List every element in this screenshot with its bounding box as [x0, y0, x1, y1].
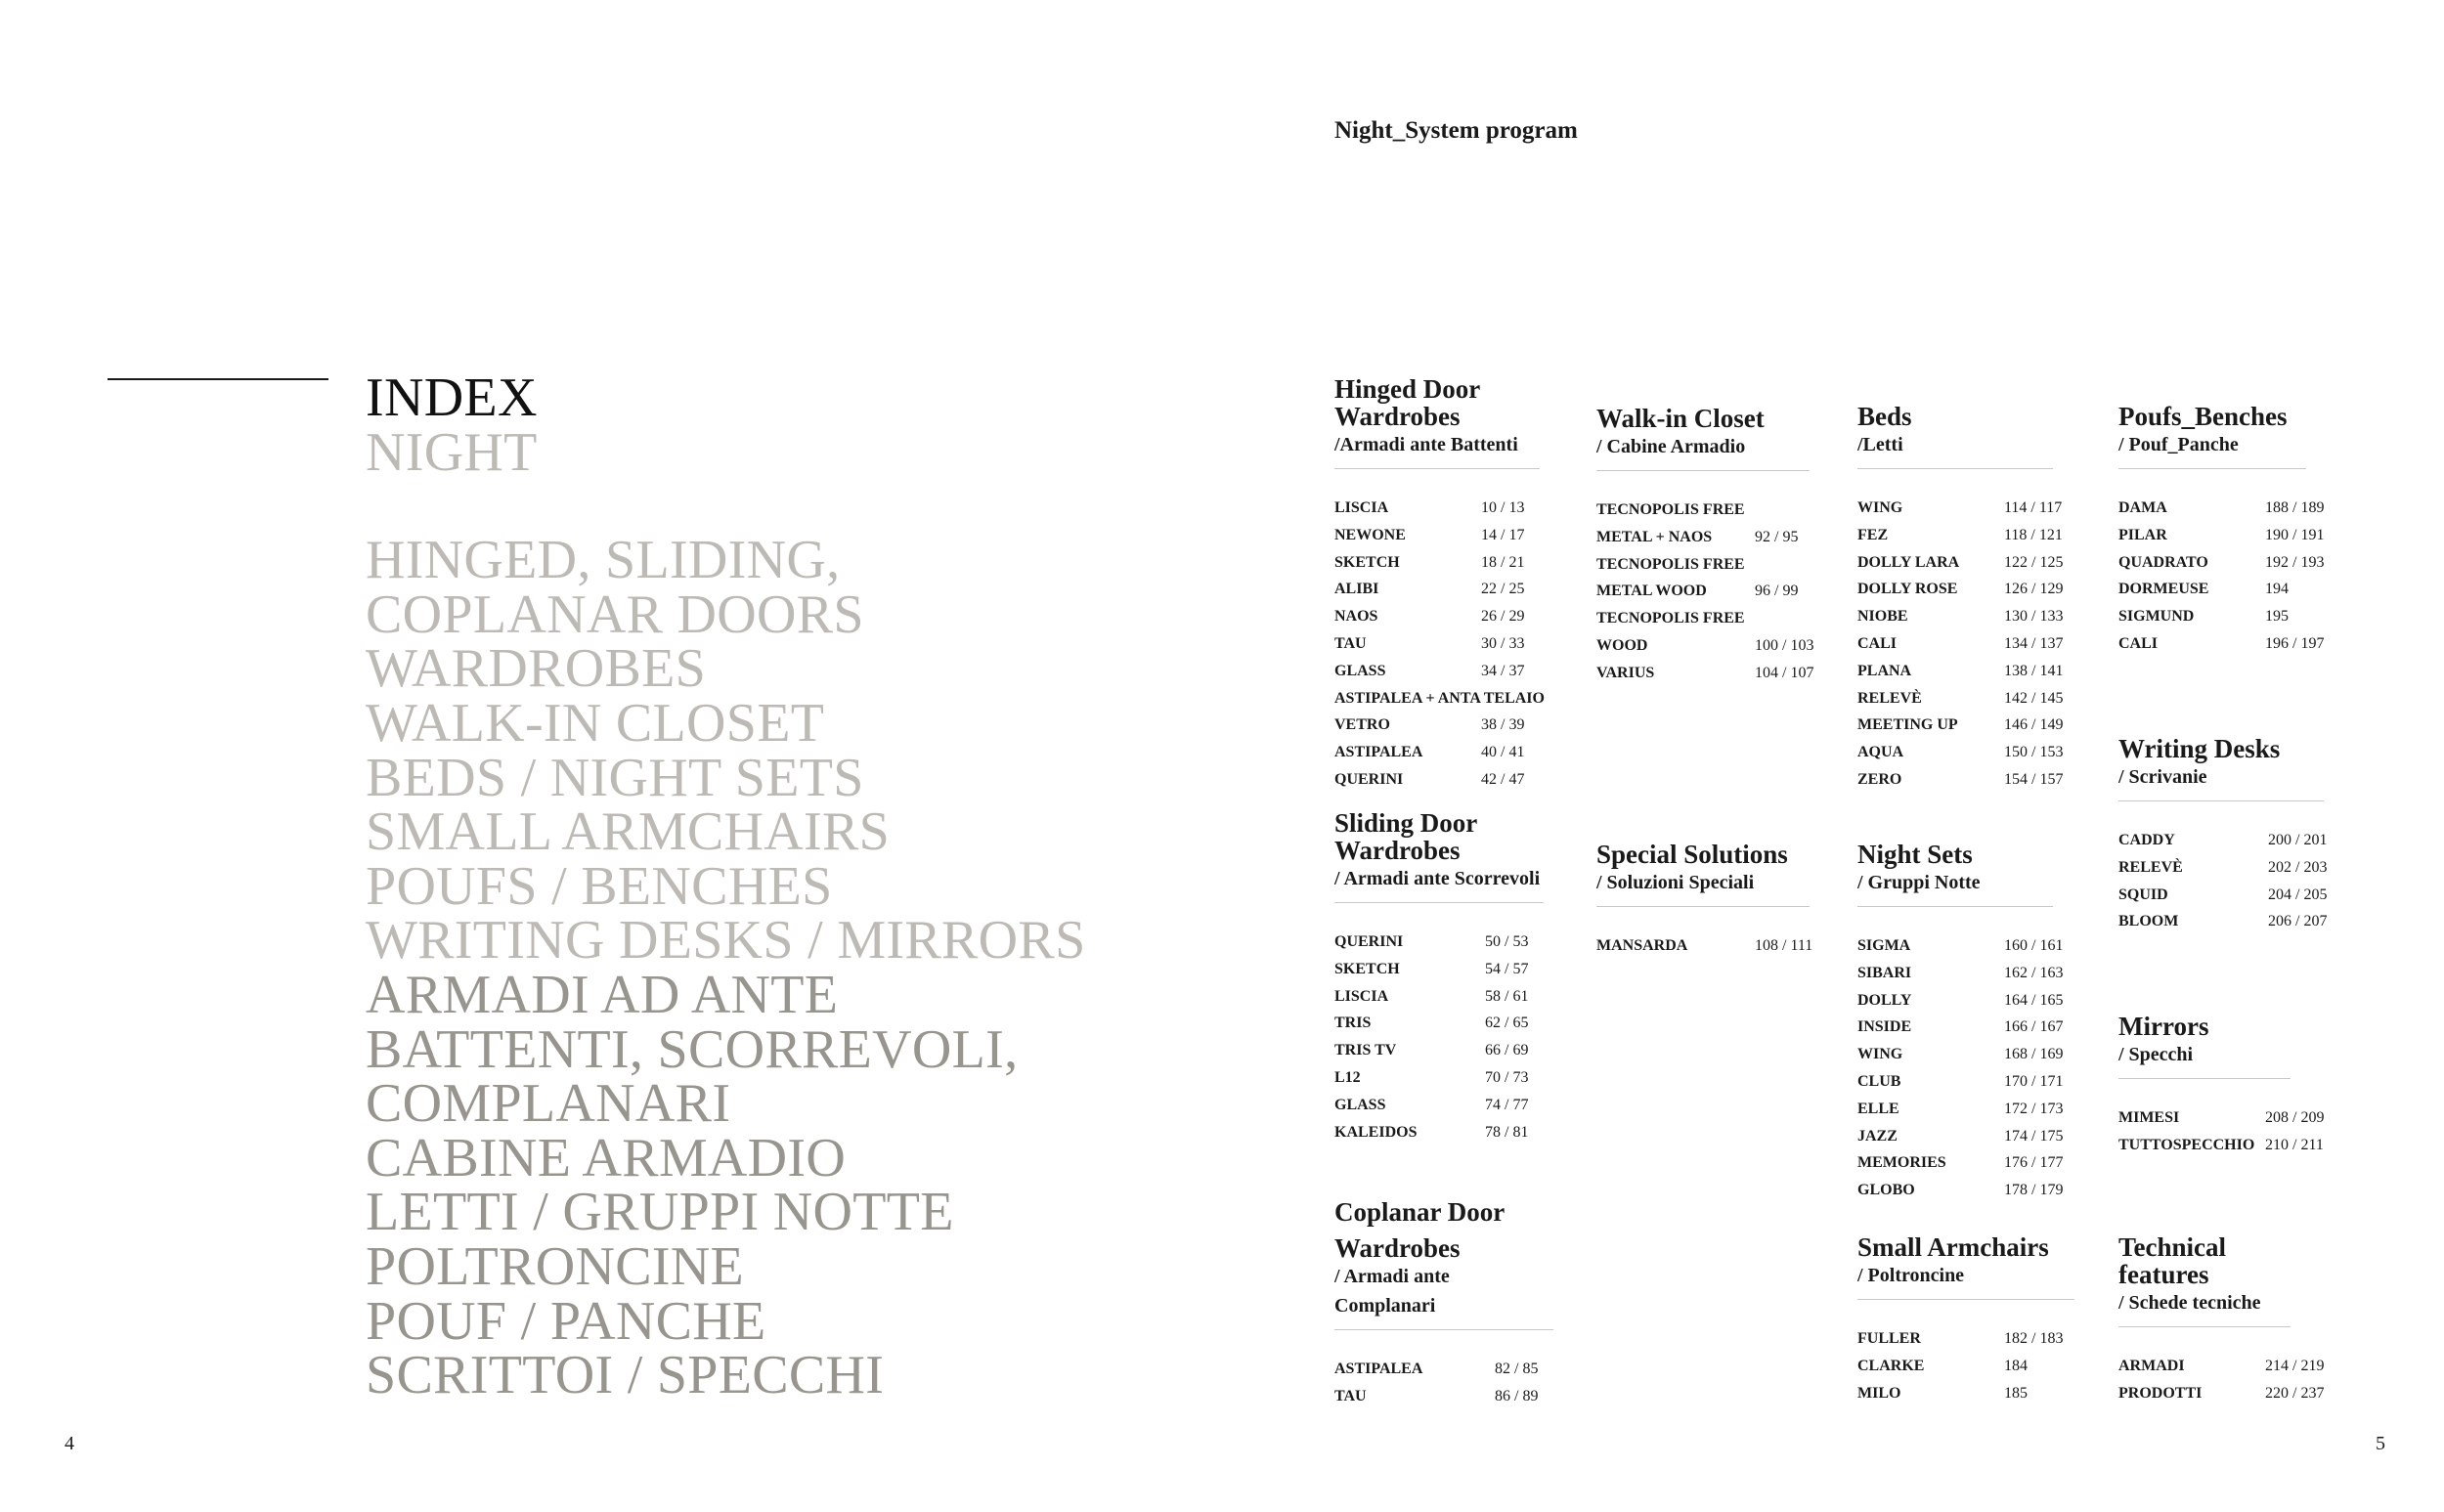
- item-name: GLASS: [1334, 1096, 1386, 1113]
- section-title: Hinged Door: [1334, 374, 1481, 404]
- item-name: TUTTOSPECCHIO: [2118, 1136, 2255, 1153]
- index-italian-line: CABINE ARMADIO: [366, 1127, 847, 1188]
- list-item: [1334, 576, 1540, 603]
- section-title: Wardrobes: [1334, 836, 1461, 865]
- item-pages: 174 / 175: [2004, 1127, 2064, 1145]
- list-item: [2118, 630, 2325, 658]
- section-list: [1334, 1356, 1553, 1410]
- section-night-sets: [1857, 840, 2064, 1204]
- item-name: DOLLY ROSE: [1857, 581, 1958, 598]
- list-item: [1596, 524, 1810, 551]
- list-item: [1334, 603, 1540, 630]
- item-name: PILAR: [2118, 526, 2167, 543]
- section-subtitle: / Pouf_Panche: [2118, 434, 2239, 455]
- section-subtitle: / Gruppi Notte: [1857, 872, 1981, 893]
- item-pages: 74 / 77: [1485, 1096, 1529, 1113]
- list-item: [1857, 739, 2064, 766]
- item-name: BLOOM: [2118, 913, 2179, 930]
- item-name: DOLLY LARA: [1857, 553, 1960, 571]
- item-pages: 108 / 111: [1755, 937, 1813, 954]
- item-pages: 166 / 167: [2004, 1018, 2064, 1036]
- section-divider: [1334, 902, 1544, 903]
- list-item: [1857, 766, 2064, 794]
- program-title: Night_System program: [1334, 117, 1578, 144]
- section-list: [1857, 495, 2064, 794]
- section-title: Small Armchairs: [1857, 1232, 2049, 1262]
- item-pages: 10 / 13: [1481, 499, 1525, 516]
- item-name: SIBARI: [1857, 964, 1912, 981]
- item-pages: 206 / 207: [2268, 913, 2328, 930]
- section-divider: [1857, 1299, 2074, 1300]
- item-pages: 185: [2004, 1384, 2028, 1402]
- item-pages: 118 / 121: [2004, 526, 2063, 543]
- page-number-left: 4: [65, 1433, 74, 1454]
- list-item: [1857, 1123, 2064, 1150]
- index-italian-line: POUF / PANCHE: [366, 1290, 766, 1352]
- section-list: [1334, 929, 1544, 1145]
- item-pages: 176 / 177: [2004, 1154, 2064, 1172]
- item-name: MILO: [1857, 1384, 1901, 1402]
- list-item: [1857, 576, 2064, 603]
- index-italian-line: POLTRONCINE: [366, 1235, 745, 1297]
- list-item: [1857, 1149, 2064, 1177]
- section-divider: [1596, 470, 1810, 471]
- item-name: QUERINI: [1334, 933, 1404, 950]
- item-pages: 54 / 57: [1485, 960, 1529, 977]
- list-item: [1334, 929, 1544, 956]
- section-list: [2118, 1353, 2325, 1407]
- item-name: ASTIPALEA + ANTA TELAIO: [1334, 689, 1545, 707]
- item-name: LISCIA: [1334, 499, 1389, 516]
- item-name: TRIS: [1334, 1015, 1372, 1032]
- item-pages: 168 / 169: [2004, 1046, 2064, 1063]
- item-name: DAMA: [2118, 499, 2167, 516]
- list-item: [1596, 605, 1810, 632]
- section-subtitle: / Specchi: [2118, 1044, 2194, 1065]
- item-name: CLARKE: [1857, 1357, 1925, 1374]
- item-pages: 178 / 179: [2004, 1182, 2064, 1199]
- list-item: [1334, 522, 1540, 549]
- list-item: [1596, 578, 1810, 605]
- list-item: [2118, 603, 2306, 630]
- item-name: FULLER: [1857, 1330, 1921, 1347]
- list-item: [1334, 956, 1544, 983]
- section-title: Technical features: [2118, 1232, 2227, 1289]
- item-pages: 96 / 99: [1755, 583, 1799, 600]
- list-item: [2118, 1353, 2325, 1380]
- list-item: [1857, 712, 2064, 739]
- item-pages: 195: [2265, 608, 2289, 626]
- index-english-line: BEDS / NIGHT SETS: [366, 747, 864, 808]
- title-rule: [108, 378, 328, 380]
- list-item: [1857, 1325, 2074, 1353]
- item-name: DORMEUSE: [2118, 581, 2209, 598]
- list-item: [1857, 987, 2064, 1015]
- item-name: QUERINI: [1334, 770, 1404, 788]
- list-item: [2118, 908, 2328, 935]
- section-title: Sliding Door: [1334, 808, 1478, 838]
- list-item: [1857, 1068, 2064, 1096]
- section-list: [1334, 495, 1545, 794]
- item-name: TAU: [1334, 634, 1367, 652]
- item-pages: 184: [2004, 1357, 2028, 1374]
- item-pages: 122 / 125: [2004, 553, 2064, 571]
- item-pages: 134 / 137: [2004, 634, 2064, 652]
- section-title: Coplanar Door: [1334, 1197, 1506, 1227]
- list-item: [1857, 1014, 2064, 1041]
- item-pages: 42 / 47: [1481, 770, 1525, 788]
- item-name: GLOBO: [1857, 1182, 1915, 1199]
- section-special-solutions: [1596, 840, 1813, 960]
- item-pages: 104 / 107: [1755, 664, 1814, 681]
- index-italian-line: BATTENTI, SCORREVOLI,: [366, 1018, 1019, 1080]
- item-name: L12: [1334, 1068, 1361, 1086]
- section-divider: [2118, 800, 2324, 801]
- item-name: GLASS: [1334, 662, 1386, 679]
- section-title: Special Solutions: [1596, 840, 1788, 869]
- list-item: [2118, 854, 2328, 882]
- index-block: [366, 367, 1086, 1406]
- section-beds: [1857, 402, 2064, 794]
- item-name: SIGMA: [1857, 937, 1911, 954]
- item-name: TAU: [1334, 1387, 1367, 1404]
- item-name: AQUA: [1857, 744, 1904, 761]
- item-pages: 30 / 33: [1481, 634, 1525, 652]
- list-item: [1596, 551, 1810, 579]
- item-name: NAOS: [1334, 608, 1378, 626]
- item-name: ASTIPALEA: [1334, 744, 1423, 761]
- item-name: METAL + NAOS: [1596, 528, 1713, 545]
- item-pages: 26 / 29: [1481, 608, 1525, 626]
- section-title: Writing Desks: [2118, 734, 2281, 763]
- section-subtitle: / Soluzioni Speciali: [1596, 872, 1755, 893]
- list-item: [1334, 1010, 1544, 1037]
- item-name: MEETING UP: [1857, 716, 1958, 734]
- section-list: [2118, 827, 2328, 935]
- section-title: Night Sets: [1857, 840, 1973, 869]
- list-item: [1334, 1092, 1544, 1119]
- item-name: METAL WOOD: [1596, 583, 1707, 600]
- item-name: ASTIPALEA: [1334, 1361, 1423, 1377]
- item-pages: 18 / 21: [1481, 553, 1525, 571]
- section-list: [2118, 1104, 2325, 1159]
- item-name: VETRO: [1334, 716, 1390, 734]
- item-name: JAZZ: [1857, 1127, 1898, 1145]
- item-pages: 142 / 145: [2004, 689, 2064, 707]
- item-pages: 92 / 95: [1755, 528, 1799, 545]
- index-italian-line: SCRITTOI / SPECCHI: [366, 1345, 885, 1406]
- list-item: [1334, 1119, 1544, 1146]
- section-subtitle: / Armadi ante Scorrevoli: [1334, 868, 1541, 889]
- section-subtitle: / Cabine Armadio: [1596, 436, 1746, 457]
- section-subtitle: / Schede tecniche: [2118, 1292, 2261, 1314]
- item-name: WING: [1857, 1046, 1903, 1063]
- item-name: CADDY: [2118, 832, 2175, 848]
- item-name: MEMORIES: [1857, 1154, 1946, 1172]
- item-pages: 66 / 69: [1485, 1042, 1529, 1059]
- list-item: [1596, 632, 1814, 660]
- index-english-line: POUFS / BENCHES: [366, 855, 833, 917]
- index-english-line: WALK-IN CLOSET: [366, 692, 825, 754]
- item-pages: 50 / 53: [1485, 933, 1529, 950]
- index-title: INDEX: [366, 367, 538, 428]
- section-subtitle: / Scrivanie: [2118, 766, 2207, 788]
- section-hinged-door-wardrobes: [1334, 374, 1545, 794]
- index-italian-line: COMPLANARI: [366, 1073, 731, 1135]
- index-italian-line: LETTI / GRUPPI NOTTE: [366, 1182, 954, 1243]
- list-item: [2118, 827, 2328, 854]
- section-subtitle: /Armadi ante Battenti: [1334, 434, 1518, 455]
- item-pages: 100 / 103: [1755, 636, 1814, 654]
- list-item: [2118, 1380, 2325, 1407]
- list-item: [2118, 522, 2325, 549]
- item-pages: 182 / 183: [2004, 1330, 2064, 1347]
- list-item: [1334, 549, 1540, 577]
- item-name: FEZ: [1857, 526, 1889, 543]
- item-name: TECNOPOLIS FREE: [1596, 501, 1745, 518]
- index-italian-line: ARMADI AD ANTE: [366, 964, 839, 1025]
- item-pages: 164 / 165: [2004, 991, 2064, 1009]
- item-name: CALI: [1857, 634, 1898, 652]
- item-name: WING: [1857, 499, 1903, 516]
- item-name: SQUID: [2118, 886, 2168, 903]
- list-item: [2118, 1104, 2325, 1132]
- item-name: VARIUS: [1596, 664, 1655, 681]
- section-mirrors: [2118, 1012, 2325, 1159]
- section-divider: [1857, 468, 2053, 469]
- section-small-armchairs: [1857, 1233, 2074, 1406]
- item-pages: 170 / 171: [2004, 1072, 2064, 1090]
- list-item: [1334, 630, 1540, 658]
- list-item: [1857, 658, 2064, 685]
- list-item: [1596, 932, 1813, 960]
- item-name: PLANA: [1857, 662, 1912, 679]
- item-pages: 194: [2265, 581, 2289, 598]
- item-name: PRODOTTI: [2118, 1384, 2203, 1402]
- item-name: NEWONE: [1334, 526, 1406, 543]
- list-item: [1857, 1380, 2074, 1407]
- item-pages: 22 / 25: [1481, 581, 1525, 598]
- section-title: Beds: [1857, 402, 1912, 431]
- list-item: [1857, 603, 2064, 630]
- section-subtitle: /Letti: [1857, 434, 1903, 455]
- section-technical-features: [2118, 1232, 2325, 1407]
- list-item: [2118, 495, 2325, 522]
- list-item: [1334, 1064, 1544, 1092]
- item-name: SKETCH: [1334, 960, 1400, 977]
- section-title: Poufs_Benches: [2118, 402, 2288, 431]
- section-divider: [2118, 468, 2306, 469]
- item-name: NIOBE: [1857, 608, 1908, 626]
- item-pages: 38 / 39: [1481, 716, 1525, 734]
- item-name: TRIS TV: [1334, 1042, 1397, 1059]
- item-name: SIGMUND: [2118, 608, 2195, 626]
- item-name: ZERO: [1857, 770, 1902, 788]
- section-divider: [1596, 906, 1810, 907]
- index-english-line: COPLANAR DOORS: [366, 583, 864, 645]
- list-item: [1857, 495, 2063, 522]
- list-item: [1334, 685, 1545, 713]
- section-sliding-door-wardrobes: [1334, 809, 1544, 1145]
- item-pages: 154 / 157: [2004, 770, 2064, 788]
- item-pages: 210 / 211: [2265, 1136, 2324, 1153]
- index-english-line: WRITING DESKS / MIRRORS: [366, 910, 1086, 972]
- item-pages: 202 / 203: [2268, 858, 2328, 876]
- item-pages: 162 / 163: [2004, 964, 2064, 981]
- index-subtitle: NIGHT: [366, 421, 538, 483]
- list-item: [1857, 549, 2064, 577]
- item-name: TECNOPOLIS FREE: [1596, 610, 1745, 627]
- item-name: QUADRATO: [2118, 553, 2208, 571]
- item-pages: 62 / 65: [1485, 1015, 1529, 1032]
- section-coplanar-door-wardrobes: [1334, 1198, 1553, 1410]
- section-list: [1596, 497, 1814, 687]
- item-name: RELEVÈ: [1857, 689, 1922, 707]
- list-item: [1857, 685, 2064, 713]
- list-item: [1334, 495, 1540, 522]
- page-number-right: 5: [2376, 1433, 2385, 1454]
- section-title: Wardrobes: [1334, 1233, 1461, 1263]
- section-list: [1857, 1325, 2074, 1406]
- list-item: [1857, 630, 2064, 658]
- section-subtitle: / Armadi ante Complanari: [1334, 1266, 1450, 1317]
- item-name: LISCIA: [1334, 987, 1389, 1005]
- list-item: [1857, 1041, 2064, 1068]
- item-name: ELLE: [1857, 1100, 1899, 1117]
- section-divider: [1334, 1329, 1553, 1330]
- list-item: [1334, 658, 1540, 685]
- item-pages: 196 / 197: [2265, 634, 2325, 652]
- section-divider: [1857, 906, 2053, 907]
- section-title: Walk-in Closet: [1596, 404, 1765, 433]
- item-name: MANSARDA: [1596, 937, 1688, 954]
- index-english-line: WARDROBES: [366, 638, 707, 700]
- item-pages: 172 / 173: [2004, 1100, 2064, 1117]
- section-writing-desks: [2118, 734, 2328, 935]
- list-item: [1596, 497, 1810, 524]
- list-item: [1857, 932, 2064, 960]
- index-english-line: SMALL ARMCHAIRS: [366, 801, 891, 863]
- list-item: [1596, 660, 1814, 687]
- section-walk-in-closet: [1596, 404, 1814, 687]
- section-title: Wardrobes: [1334, 402, 1461, 431]
- item-pages: 190 / 191: [2265, 526, 2325, 543]
- list-item: [1334, 766, 1540, 794]
- item-pages: 200 / 201: [2268, 832, 2328, 848]
- item-pages: 82 / 85: [1495, 1361, 1539, 1377]
- item-pages: 40 / 41: [1481, 744, 1525, 761]
- list-item: [1334, 983, 1544, 1011]
- item-pages: 58 / 61: [1485, 987, 1529, 1005]
- list-item: [2118, 1132, 2324, 1159]
- item-name: ARMADI: [2118, 1358, 2185, 1374]
- item-pages: 150 / 153: [2004, 744, 2064, 761]
- item-name: RELEVÈ: [2118, 858, 2183, 876]
- item-name: WOOD: [1596, 636, 1648, 654]
- item-name: CLUB: [1857, 1072, 1901, 1090]
- list-item: [1334, 1383, 1553, 1410]
- item-name: KALEIDOS: [1334, 1123, 1418, 1141]
- index-english-line: HINGED, SLIDING,: [366, 530, 841, 591]
- item-name: SKETCH: [1334, 553, 1400, 571]
- item-pages: 86 / 89: [1495, 1387, 1539, 1404]
- item-name: INSIDE: [1857, 1018, 1912, 1036]
- item-pages: 138 / 141: [2004, 662, 2064, 679]
- item-pages: 126 / 129: [2004, 581, 2064, 598]
- list-item: [2118, 549, 2325, 577]
- list-item: [1857, 522, 2063, 549]
- section-divider: [2118, 1326, 2291, 1327]
- item-name: MIMESI: [2118, 1109, 2180, 1126]
- section-subtitle: / Poltroncine: [1857, 1265, 1965, 1286]
- section-title: Mirrors: [2118, 1012, 2209, 1041]
- item-pages: 14 / 17: [1481, 526, 1525, 543]
- item-name: ALIBI: [1334, 581, 1379, 598]
- section-poufs-benches: [2118, 402, 2325, 658]
- item-pages: 204 / 205: [2268, 886, 2328, 903]
- list-item: [2118, 882, 2328, 909]
- list-item: [1857, 1096, 2064, 1123]
- section-list: [2118, 495, 2325, 658]
- list-item: [2118, 576, 2306, 603]
- list-item: [1334, 1037, 1544, 1064]
- item-pages: 188 / 189: [2265, 499, 2325, 516]
- list-item: [1334, 712, 1540, 739]
- item-pages: 208 / 209: [2265, 1109, 2325, 1126]
- section-list: [1596, 932, 1813, 960]
- item-pages: 78 / 81: [1485, 1123, 1529, 1141]
- item-pages: 114 / 117: [2004, 499, 2063, 516]
- item-pages: 160 / 161: [2004, 937, 2064, 954]
- item-name: DOLLY: [1857, 991, 1912, 1009]
- section-list: [1857, 932, 2064, 1204]
- item-pages: 192 / 193: [2265, 553, 2325, 571]
- section-divider: [1334, 468, 1540, 469]
- item-pages: 214 / 219: [2265, 1358, 2325, 1374]
- item-pages: 34 / 37: [1481, 662, 1525, 679]
- list-item: [1334, 1356, 1553, 1383]
- list-item: [1857, 960, 2064, 987]
- item-name: CALI: [2118, 634, 2159, 652]
- item-pages: 220 / 237: [2265, 1384, 2325, 1402]
- list-item: [1857, 1177, 2064, 1204]
- item-pages: 146 / 149: [2004, 716, 2064, 734]
- list-item: [1334, 739, 1540, 766]
- item-pages: 70 / 73: [1485, 1068, 1529, 1086]
- item-name: TECNOPOLIS FREE: [1596, 555, 1745, 573]
- item-pages: 130 / 133: [2004, 608, 2064, 626]
- list-item: [1857, 1353, 2074, 1380]
- section-divider: [2118, 1078, 2291, 1079]
